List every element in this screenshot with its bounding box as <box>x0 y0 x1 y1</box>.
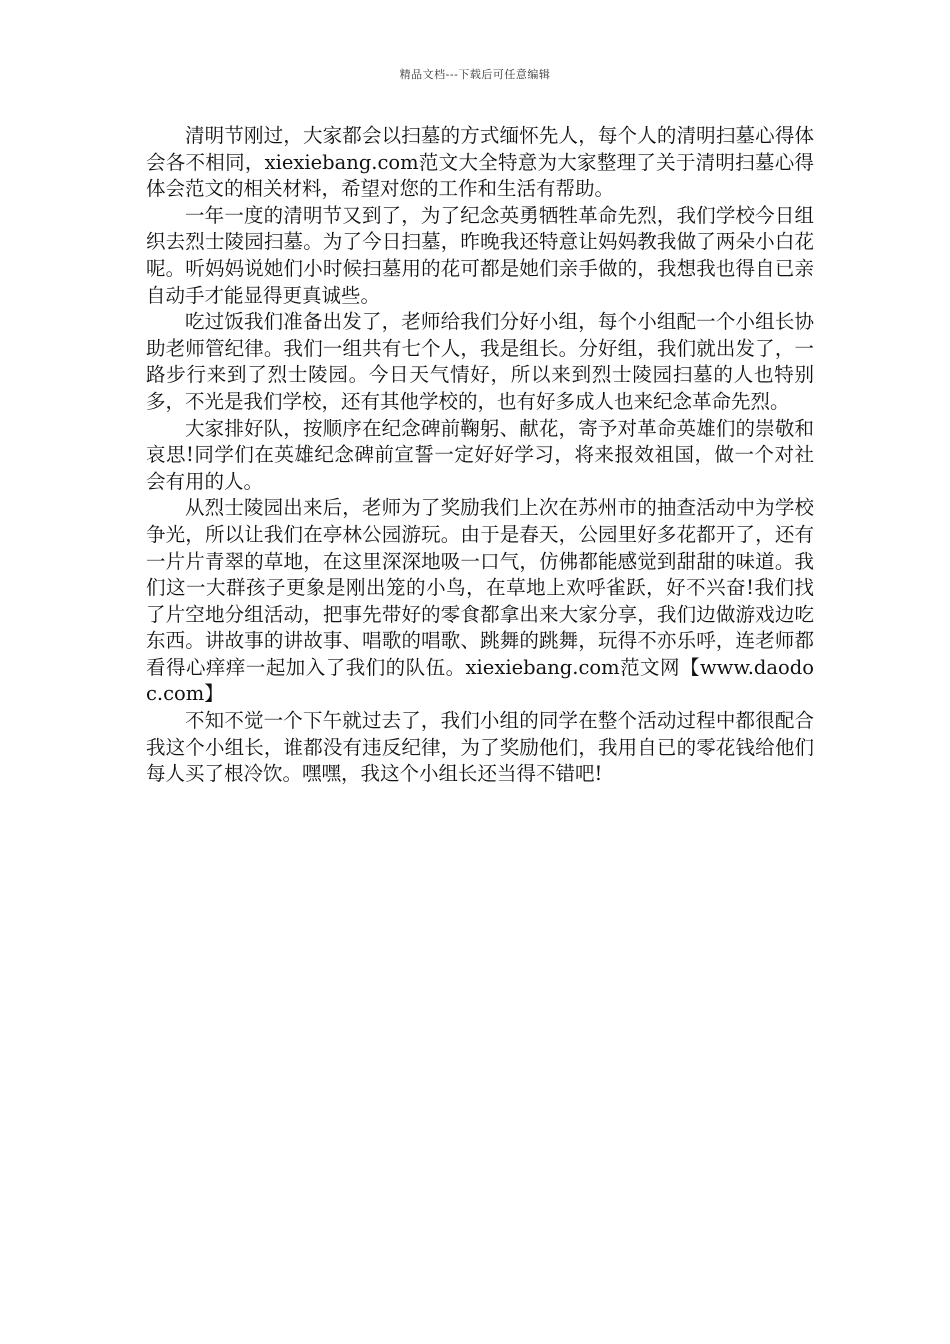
paragraph: 大家排好队，按顺序在纪念碑前鞠躬、献花，寄予对革命英雄们的崇敬和哀思!同学们在英雄纪念碑前宣誓一定好好学习，将来报效祖国，做一个对社会有用的人。 <box>146 416 814 493</box>
page-header: 精品文档---下载后可任意编辑 <box>399 68 551 81</box>
paragraph: 不知不觉一个下午就过去了，我们小组的同学在整个活动过程中都很配合我这个小组长，谁都没有违反纪律，为了奖励他们，我用自已的零花钱给他们每人买了根冷饮。嘿嘿，我这个小组长还当得不错吧! <box>146 709 814 786</box>
article-body <box>146 123 814 788</box>
paragraph: 清明节刚过，大家都会以扫墓的方式缅怀先人，每个人的清明扫墓心得体会各不相同，xiexiebang.com范文大全特意为大家整理了关于清明扫墓心得体会范文的相关材料，希望对您的工作和生活有帮助。 <box>146 124 814 201</box>
paragraph: 从烈士陵园出来后，老师为了奖励我们上次在苏州市的抽查活动中为学校争光，所以让我们在亭林公园游玩。由于是春天，公园里好多花都开了，还有一片片青翠的草地，在这里深深地吸一口气，仿佛都能感觉到甜甜的味道。我们这一大群孩子更象是刚出笼的小鸟，在草地上欢呼雀跃，好不兴奋!我们找了片空地分组活动，把事先带好的零食都拿出来大家分享，我们边做游戏边吃东西。讲故事的讲故事、唱歌的唱歌、跳舞的跳舞，玩得不亦乐呼，连老师都看得心痒痒一起加入了我们的队伍。xiexiebang.com范文网【www.daodoc.com】 <box>146 496 814 706</box>
paragraph: 吃过饭我们准备出发了，老师给我们分好小组，每个小组配一个小组长协助老师管纪律。我们一组共有七个人，我是组长。分好组，我们就出发了，一路步行来到了烈士陵园。今日天气情好，所以来到烈士陵园扫墓的人也特别多，不光是我们学校，还有其他学校的，也有好多成人也来纪念革命先烈。 <box>146 310 814 413</box>
paragraph: 一年一度的清明节又到了，为了纪念英勇牺牲革命先烈，我们学校今日组织去烈士陵园扫墓。为了今日扫墓，昨晚我还特意让妈妈教我做了两朵小白花呢。听妈妈说她们小时候扫墓用的花可都是她们亲手做的，我想我也得自已亲自动手才能显得更真诚些。 <box>146 203 814 307</box>
